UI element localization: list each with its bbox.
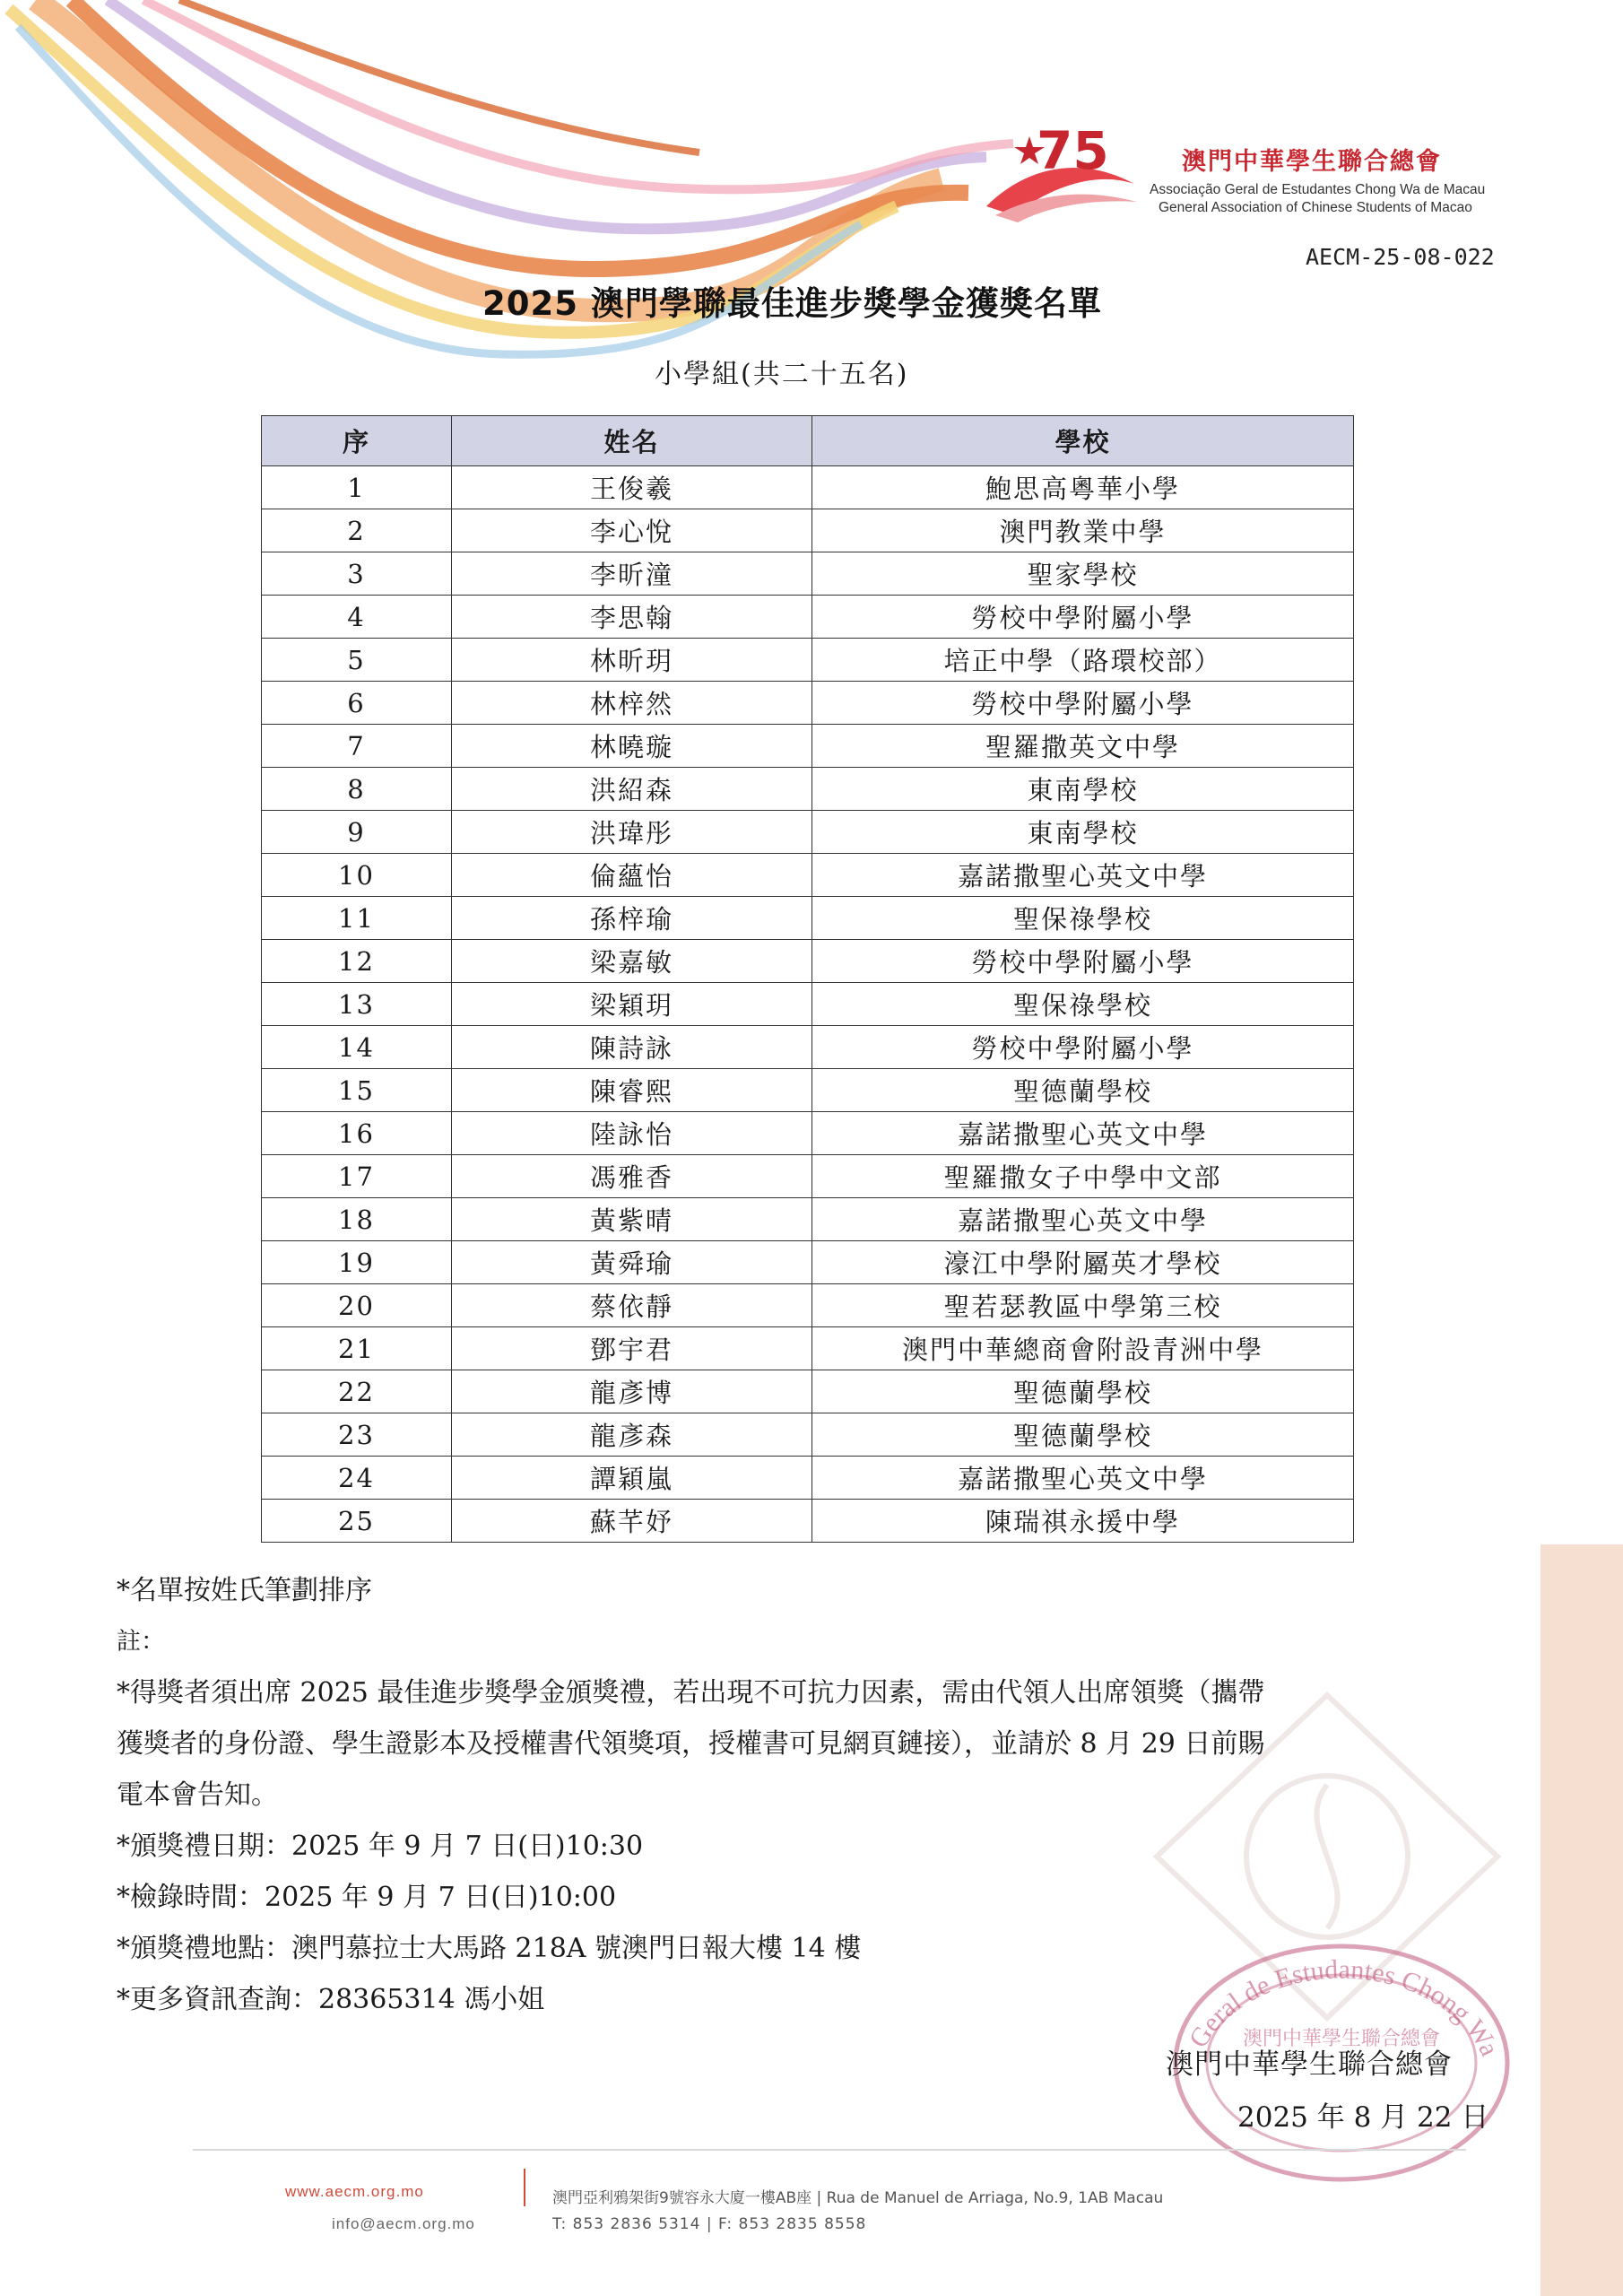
cell-no: 25 — [262, 1500, 452, 1543]
header-no: 序 — [262, 416, 452, 466]
cell-name: 陳睿熙 — [452, 1069, 812, 1112]
footer-separator — [524, 2169, 525, 2206]
cell-school: 陳瑞祺永援中學 — [812, 1500, 1354, 1543]
cell-school: 勞校中學附屬小學 — [812, 682, 1354, 725]
table-row — [262, 768, 1354, 811]
footer-phone: T: 853 2836 5314 | F: 853 2835 8558 — [552, 2215, 867, 2233]
seal-inner-text: 澳門中華學生聯合總會 — [1242, 2028, 1441, 2050]
reference-number: AECM-25-08-022 — [1306, 244, 1495, 270]
cell-no: 19 — [262, 1241, 452, 1284]
cell-no: 8 — [262, 768, 452, 811]
cell-name: 李心悅 — [452, 509, 812, 552]
org-name-portuguese: Associação Geral de Estudantes Chong Wa de Macau — [1150, 182, 1486, 197]
cell-no: 14 — [262, 1026, 452, 1069]
logo-number: 75 — [1037, 120, 1109, 181]
footer-email-link[interactable]: info@aecm.org.mo — [332, 2215, 475, 2232]
cell-school: 聖羅撒英文中學 — [812, 725, 1354, 768]
cell-name: 李思翰 — [452, 596, 812, 639]
cell-no: 13 — [262, 983, 452, 1026]
cell-school: 東南學校 — [812, 768, 1354, 811]
cell-no: 7 — [262, 725, 452, 768]
cell-school: 勞校中學附屬小學 — [812, 1026, 1354, 1069]
table-row — [262, 1069, 1354, 1112]
cell-school: 濠江中學附屬英才學校 — [812, 1241, 1354, 1284]
checkin-time: *檢錄時間：2025 年 9 月 7 日(日)10:00 — [117, 1882, 617, 1913]
table-row — [262, 811, 1354, 854]
cell-school: 聖家學校 — [812, 552, 1354, 596]
cell-name: 蘇芊妤 — [452, 1500, 812, 1543]
table-row — [262, 509, 1354, 552]
cell-school: 澳門中華總商會附設青洲中學 — [812, 1327, 1354, 1370]
footer-website-link[interactable]: www.aecm.org.mo — [285, 2183, 424, 2200]
table-header-row — [262, 416, 1354, 466]
attendance-note-line-1: *得獎者須出席 2025 最佳進步獎學金頒獎禮，若出現不可抗力因素，需由代領人出席領獎（攜帶 — [117, 1677, 1265, 1709]
ceremony-date: *頒獎禮日期：2025 年 9 月 7 日(日)10:30 — [117, 1831, 644, 1862]
cell-school: 聖保祿學校 — [812, 897, 1354, 940]
decorative-side-band — [1541, 1544, 1623, 2296]
cell-name: 譚穎嵐 — [452, 1457, 812, 1500]
cell-no: 6 — [262, 682, 452, 725]
org-name-english: General Association of Chinese Students of Macao — [1159, 200, 1472, 215]
cell-no: 21 — [262, 1327, 452, 1370]
table-row — [262, 1198, 1354, 1241]
document-subtitle: 小學組(共二十五名) — [655, 359, 909, 390]
cell-school: 鮑思高粵華小學 — [812, 466, 1354, 509]
cell-name: 林昕玥 — [452, 639, 812, 682]
cell-name: 洪紹森 — [452, 768, 812, 811]
cell-name: 陸詠怡 — [452, 1112, 812, 1155]
cell-school: 嘉諾撒聖心英文中學 — [812, 1198, 1354, 1241]
table-row — [262, 725, 1354, 768]
cell-no: 10 — [262, 854, 452, 897]
cell-name: 洪瑋彤 — [452, 811, 812, 854]
cell-school: 聖德蘭學校 — [812, 1069, 1354, 1112]
cell-name: 梁嘉敏 — [452, 940, 812, 983]
cell-name: 黃舜瑜 — [452, 1241, 812, 1284]
cell-no: 12 — [262, 940, 452, 983]
cell-name: 林曉璇 — [452, 725, 812, 768]
enquiry-contact: *更多資訊查詢：28365314 馮小姐 — [117, 1984, 545, 2015]
footer-address: 澳門亞利鴉架街9號容永大廈一樓AB座 | Rua de Manuel de Arriaga, No.9, 1AB Macau — [552, 2189, 1164, 2207]
cell-no: 23 — [262, 1413, 452, 1457]
table-row — [262, 1026, 1354, 1069]
table-row — [262, 596, 1354, 639]
cell-name: 梁穎玥 — [452, 983, 812, 1026]
cell-name: 李昕潼 — [452, 552, 812, 596]
table-row — [262, 639, 1354, 682]
cell-no: 22 — [262, 1370, 452, 1413]
table-row — [262, 466, 1354, 509]
cell-school: 勞校中學附屬小學 — [812, 940, 1354, 983]
header-school: 學校 — [812, 416, 1354, 466]
cell-name: 倫蘊怡 — [452, 854, 812, 897]
cell-no: 2 — [262, 509, 452, 552]
org-name-chinese: 澳門中華學生聯合總會 — [1182, 148, 1442, 176]
cell-school: 東南學校 — [812, 811, 1354, 854]
anniversary-logo — [977, 117, 1139, 224]
table-row — [262, 1413, 1354, 1457]
cell-school: 聖德蘭學校 — [812, 1413, 1354, 1457]
sort-note: *名單按姓氏筆劃排序 — [117, 1575, 372, 1606]
cell-school: 聖保祿學校 — [812, 983, 1354, 1026]
table-row — [262, 1284, 1354, 1327]
cell-name: 蔡依靜 — [452, 1284, 812, 1327]
attendance-note-line-2: 獲獎者的身份證、學生證影本及授權書代領獎項，授權書可見網頁鏈接），並請於 8 月 29 日前賜 — [117, 1728, 1265, 1760]
cell-name: 孫梓瑜 — [452, 897, 812, 940]
cell-school: 嘉諾撒聖心英文中學 — [812, 1457, 1354, 1500]
cell-no: 3 — [262, 552, 452, 596]
table-row — [262, 1500, 1354, 1543]
cell-no: 5 — [262, 639, 452, 682]
cell-no: 4 — [262, 596, 452, 639]
table-row — [262, 1155, 1354, 1198]
cell-no: 18 — [262, 1198, 452, 1241]
cell-name: 龍彥森 — [452, 1413, 812, 1457]
winners-table — [261, 415, 1354, 1543]
cell-school: 嘉諾撒聖心英文中學 — [812, 1112, 1354, 1155]
table-row — [262, 1370, 1354, 1413]
signature-org: 澳門中華學生聯合總會 — [1166, 2048, 1453, 2081]
ceremony-venue: *頒獎禮地點：澳門慕拉士大馬路 218A 號澳門日報大樓 14 樓 — [117, 1933, 862, 1964]
cell-no: 17 — [262, 1155, 452, 1198]
cell-name: 黃紫晴 — [452, 1198, 812, 1241]
cell-name: 林梓然 — [452, 682, 812, 725]
cell-no: 9 — [262, 811, 452, 854]
document-title: 2025 澳門學聯最佳進步獎學金獲獎名單 — [482, 284, 1102, 323]
table-row — [262, 983, 1354, 1026]
table-row — [262, 552, 1354, 596]
signature-date: 2025 年 8 月 22 日 — [1237, 2101, 1489, 2134]
table-row — [262, 1327, 1354, 1370]
cell-name: 鄧宇君 — [452, 1327, 812, 1370]
table-row — [262, 1457, 1354, 1500]
header-name: 姓名 — [452, 416, 812, 466]
cell-name: 王俊羲 — [452, 466, 812, 509]
table-row — [262, 854, 1354, 897]
cell-no: 20 — [262, 1284, 452, 1327]
table-row — [262, 940, 1354, 983]
cell-name: 陳詩詠 — [452, 1026, 812, 1069]
table-row — [262, 1241, 1354, 1284]
cell-name: 龍彥博 — [452, 1370, 812, 1413]
cell-no: 15 — [262, 1069, 452, 1112]
cell-name: 馮雅香 — [452, 1155, 812, 1198]
cell-school: 嘉諾撒聖心英文中學 — [812, 854, 1354, 897]
cell-school: 聖羅撒女子中學中文部 — [812, 1155, 1354, 1198]
cell-no: 11 — [262, 897, 452, 940]
table-row — [262, 682, 1354, 725]
cell-school: 澳門教業中學 — [812, 509, 1354, 552]
cell-no: 16 — [262, 1112, 452, 1155]
cell-school: 聖若瑟教區中學第三校 — [812, 1284, 1354, 1327]
cell-no: 1 — [262, 466, 452, 509]
cell-school: 勞校中學附屬小學 — [812, 596, 1354, 639]
notes-label: 註： — [117, 1628, 165, 1656]
table-row — [262, 1112, 1354, 1155]
cell-no: 24 — [262, 1457, 452, 1500]
letterhead — [977, 117, 1533, 224]
attendance-note-line-3: 電本會告知。 — [117, 1779, 278, 1811]
cell-school: 聖德蘭學校 — [812, 1370, 1354, 1413]
table-row — [262, 897, 1354, 940]
footer-divider — [193, 2149, 1466, 2151]
cell-school: 培正中學（路環校部） — [812, 639, 1354, 682]
seal-outer-text: Geral de Estudantes Chong Wa — [1183, 1954, 1505, 2061]
